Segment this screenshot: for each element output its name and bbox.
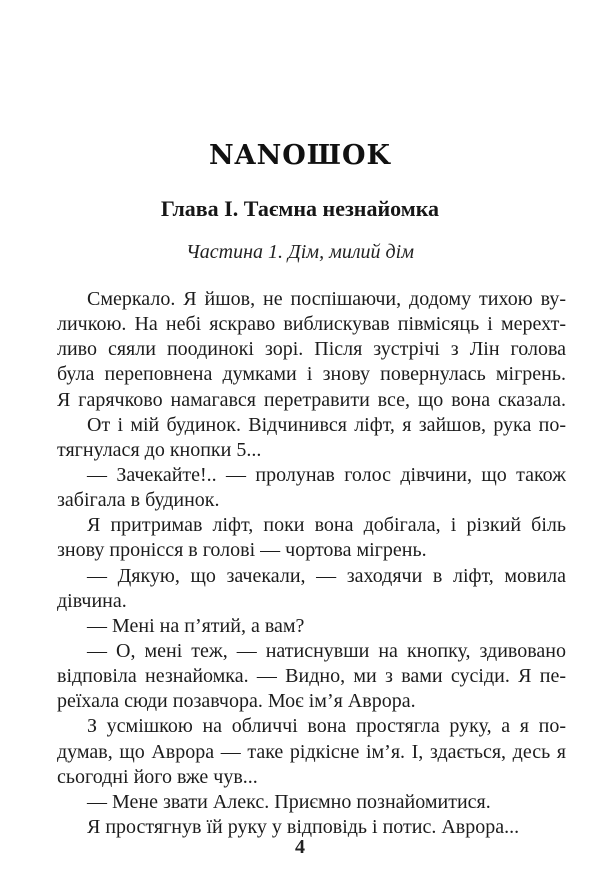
text-line: — Дякую, що зачекали, — заходячи в ліфт, мовила: [87, 564, 566, 587]
text-line: знову пронісся в голові — чортова мігрень.: [57, 539, 427, 562]
text-line: забігала в будинок.: [57, 489, 220, 512]
body-text: [57, 287, 566, 840]
text-line: — Зачекайте!.. — пролунав голос дівчини, що також: [87, 463, 566, 486]
text-line: — О, мені теж, — натиснувши на кнопку, здивовано: [87, 639, 566, 662]
part-title: Частина 1. Дім, милий дім: [186, 241, 414, 263]
text-line: була переповнена думками і знову повернулась мігрень.: [57, 363, 566, 386]
text-line: тягнулася до кнопки 5...: [57, 438, 262, 461]
text-line: реїхала сюди позавчора. Моє ім’я Аврора.: [57, 690, 416, 713]
text-line: З усмішкою на обличчі вона простягла руку, а я по-: [87, 715, 566, 738]
text-line: відповіла незнайомка. — Видно, ми з вами сусіди. Я пе-: [57, 665, 566, 688]
text-line: дівчина.: [57, 589, 127, 612]
text-line: Смеркало. Я йшов, не поспішаючи, додому тихою ву-: [87, 288, 566, 310]
text-line: личкою. На небі яскраво виблискував півмісяць і мерехт-: [57, 313, 566, 336]
text-line: Я простягнув їй руку у відповідь і потис. Аврора...: [87, 815, 520, 838]
text-line: ливо сяяли поодинокі зорі. Після зустрічі з Лін голова: [57, 338, 566, 361]
text-line: От і мій будинок. Відчинився ліфт, я зайшов, рука по-: [87, 413, 566, 436]
text-line: — Мені на п’ятий, а вам?: [87, 614, 305, 637]
chapter-title: Глава І. Таємна незнайомка: [160, 196, 440, 221]
text-line: думав, що Аврора — таке рідкісне ім’я. І, здається, десь я: [57, 740, 566, 763]
text-line: сьогодні його вже чув...: [57, 765, 258, 788]
page-number: 4: [295, 836, 305, 858]
text-line: — Мене звати Алекс. Приємно познайомитися.: [87, 790, 491, 813]
book-title: NANOШOK: [208, 140, 392, 171]
text-line: Я притримав ліфт, поки вона добігала, і різкий біль: [87, 514, 566, 537]
text-line: Я гарячково намагався перетравити все, що вона сказала.: [57, 388, 566, 411]
